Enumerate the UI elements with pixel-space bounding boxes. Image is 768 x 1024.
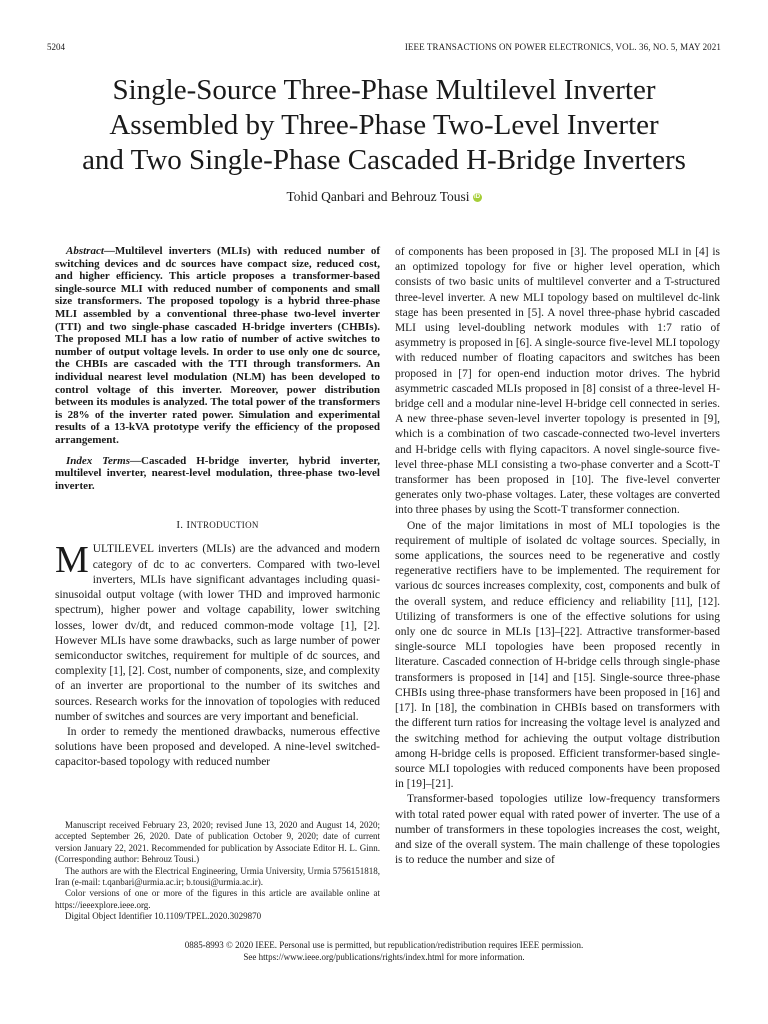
- index-terms-lead: Index Terms: [66, 454, 130, 467]
- orcid-icon[interactable]: iD: [474, 194, 481, 200]
- abstract: [55, 245, 380, 447]
- intro-paragraph-1: [55, 539, 380, 724]
- abstract-lead: Abstract: [66, 245, 104, 257]
- intro-paragraph-2: In order to remedy the mentioned drawbacks, numerous effective solutions have been proposed and developed. A nine-level switched-capacitor-based topology with reduced number: [55, 725, 380, 769]
- intro-p1-text: ULTILEVEL inverters (MLIs) are the advanced and modern category of dc to ac converters. Compared with two-level inverters, MLIs have significant advantages including quasi-sinusoidal output voltage (with lower THD and improved harmonic spectrum), higher power and voltage capability, lower switching losses, lower dv/dt, and reduced common-mode voltage [1], [2]. However MLIs have some drawbacks, such as large number of power semiconductor switches, requirement for multiple of dc sources, and complexity [1], [2]. Cost, number of components, size, and complexity of an inverter are proportional to the number of its switches and sources. Research works for the innovation of topologies with reduced number of switches and sources are very important and beneficial.: [55, 543, 380, 723]
- left-column: [55, 245, 380, 771]
- index-terms: [55, 455, 380, 493]
- section-first-letter: I: [186, 519, 191, 532]
- right-paragraph-3: Transformer-based topologies utilize low-frequency transformers with total rated power equal with rated power of inverter. The use of a number of transformers in these topologies increases the cost, weight, and size of the overall system. The main challenge of these topologies is to reduce the number and size of: [395, 793, 720, 867]
- title-line-1: Single-Source Three-Phase Multilevel Inverter: [112, 74, 656, 106]
- drop-cap: M: [55, 539, 89, 582]
- footnote-color: Color versions of one or more of the figures in this article are available online at https://ieeexplore.ieee.org.: [55, 888, 380, 910]
- journal-header: IEEE TRANSACTIONS ON POWER ELECTRONICS, VOL. 36, NO. 5, MAY 2021: [404, 42, 721, 52]
- section-heading: [55, 518, 380, 533]
- footnotes: [55, 820, 380, 923]
- index-terms-text: —Cascaded H-bridge inverter, hybrid inverter, multilevel inverter, nearest-level modulation, three-phase two-level inverter.: [55, 454, 380, 492]
- footnote-manuscript: Manuscript received February 23, 2020; revised June 13, 2020 and August 14, 2020; accepted September 26, 2020. Date of publication October 9, 2020; date of current version January 22, 2021. Recommended for publication by Associate Editor H. L. Ginn. (Corresponding author: Behrouz Tousi.): [55, 820, 380, 865]
- title-line-2: Assembled by Three-Phase Two-Level Inverter: [109, 109, 659, 141]
- author-line: [0, 189, 768, 205]
- title-line-3: and Two Single-Phase Cascaded H-Bridge Inverters: [82, 144, 686, 176]
- footnote-doi: Digital Object Identifier 10.1109/TPEL.2020.3029870: [65, 911, 262, 922]
- right-paragraph-1: of components has been proposed in [3]. The proposed MLI in [4] is an optimized topology for five or higher level operation, which consists of two basic units of multilevel converter and a T-structured three-level inverter. A new MLI topology based on multilevel dc-link stage has been presented in [5]. A novel three-phase hybrid cascaded MLI using level-doubling network modules with 1:7 ratio of asymmetry is proposed in [6]. A single-source five-level MLI topology with reduced number of floating capacitors and switches has been proposed in [7] for open-end induction motor drives. The hybrid asymmetric cascaded MLIs proposed in [8] consist of a three-level H-bridge cell and a modular nine-level H-bridge cell connected in series. A new three-phase seven-level inverter topology is presented in [9], which is a combination of two cascade-connected two-level inverters and H-bridge cells with flying capacitors. A novel single-source five-level three-phase MLI consisting a two-phase converter and a Scott-T transformer has been proposed in [10]. The five-level converter generates only two-phase voltages. Later, these voltages are converted into three phases by using the Scott-T transformer connection.: [395, 246, 720, 517]
- section-rest: NTRODUCTION: [190, 520, 259, 531]
- copyright-line-1: 0885-8993 © 2020 IEEE. Personal use is permitted, but republication/redistribution requires IEEE permission.: [184, 940, 584, 950]
- abstract-text: —Multilevel inverters (MLIs) with reduced number of switching devices and dc sources have compact size, reduced cost, and higher efficiency. This article proposes a transformer-based single-source MLI with reduced number of components and small size transformers. The proposed topology is a hybrid three-phase MLI assembled by a conventional three-phase two-level inverter (TTI) and two single-phase cascaded H-bridge inverters (CHBIs). The proposed MLI has a low ratio of number of active switches to number of output voltage levels. In order to use only one dc source, the CHBIs are cascaded with the TTI through transformers. An individual nearest level modulation (NLM) has been developed to control voltage of this inverter. Moreover, power distribution between its modules is analyzed. The total power of the transformers is 28% of the inverter rated power. Simulation and experimental results of a 13-kVA prototype verify the efficiency of the proposed arrangement.: [55, 245, 380, 446]
- right-column: [395, 245, 720, 868]
- copyright-footer: [0, 940, 768, 963]
- paper-title: [40, 73, 728, 178]
- footnote-affiliation: The authors are with the Electrical Engineering, Urmia University, Urmia 5756151818, Iran (e-mail: t.qanbari@urmia.ac.ir; b.tousi@urmia.ac.ir).: [55, 865, 380, 888]
- copyright-line-2: See https://www.ieee.org/publications/rights/index.html for more information.: [243, 951, 525, 962]
- right-paragraph-2: One of the major limitations in most of MLI topologies is the requirement of multiple of isolated dc voltage sources. Specially, in some applications, the sources need to be regenerative and costly regenerative rectifiers have to be implemented. The requirement for various dc sources increases complexity, cost, components and bulk of the overall system, and reduce efficiency and reliability [11], [12]. Utilizing of transformers is one of the effective solutions for using only one dc source in MLIs [13]–[22]. Attractive transformer-based single-source MLI topologies have been proposed recently in literature. Cascaded connection of H-bridge cells through single-phase transformers is proposed in [14] and [15]. Single-source three-phase CHBIs using three-phase transformers have been proposed in [16] and [17]. In [18], the combination in CHBIs based on transformers with the different turn ratios for increasing the voltage level is analyzed and the switching method for achieving the output voltage distribution among H-bridge cells is proposed. Efficient transformer-based single-source MLI topologies with reduced components have been proposed in [19]–[21].: [395, 519, 720, 791]
- section-number: I.: [176, 519, 187, 532]
- page-number: 5204: [47, 42, 65, 52]
- authors: Tohid Qanbari and Behrouz Tousi: [286, 189, 470, 204]
